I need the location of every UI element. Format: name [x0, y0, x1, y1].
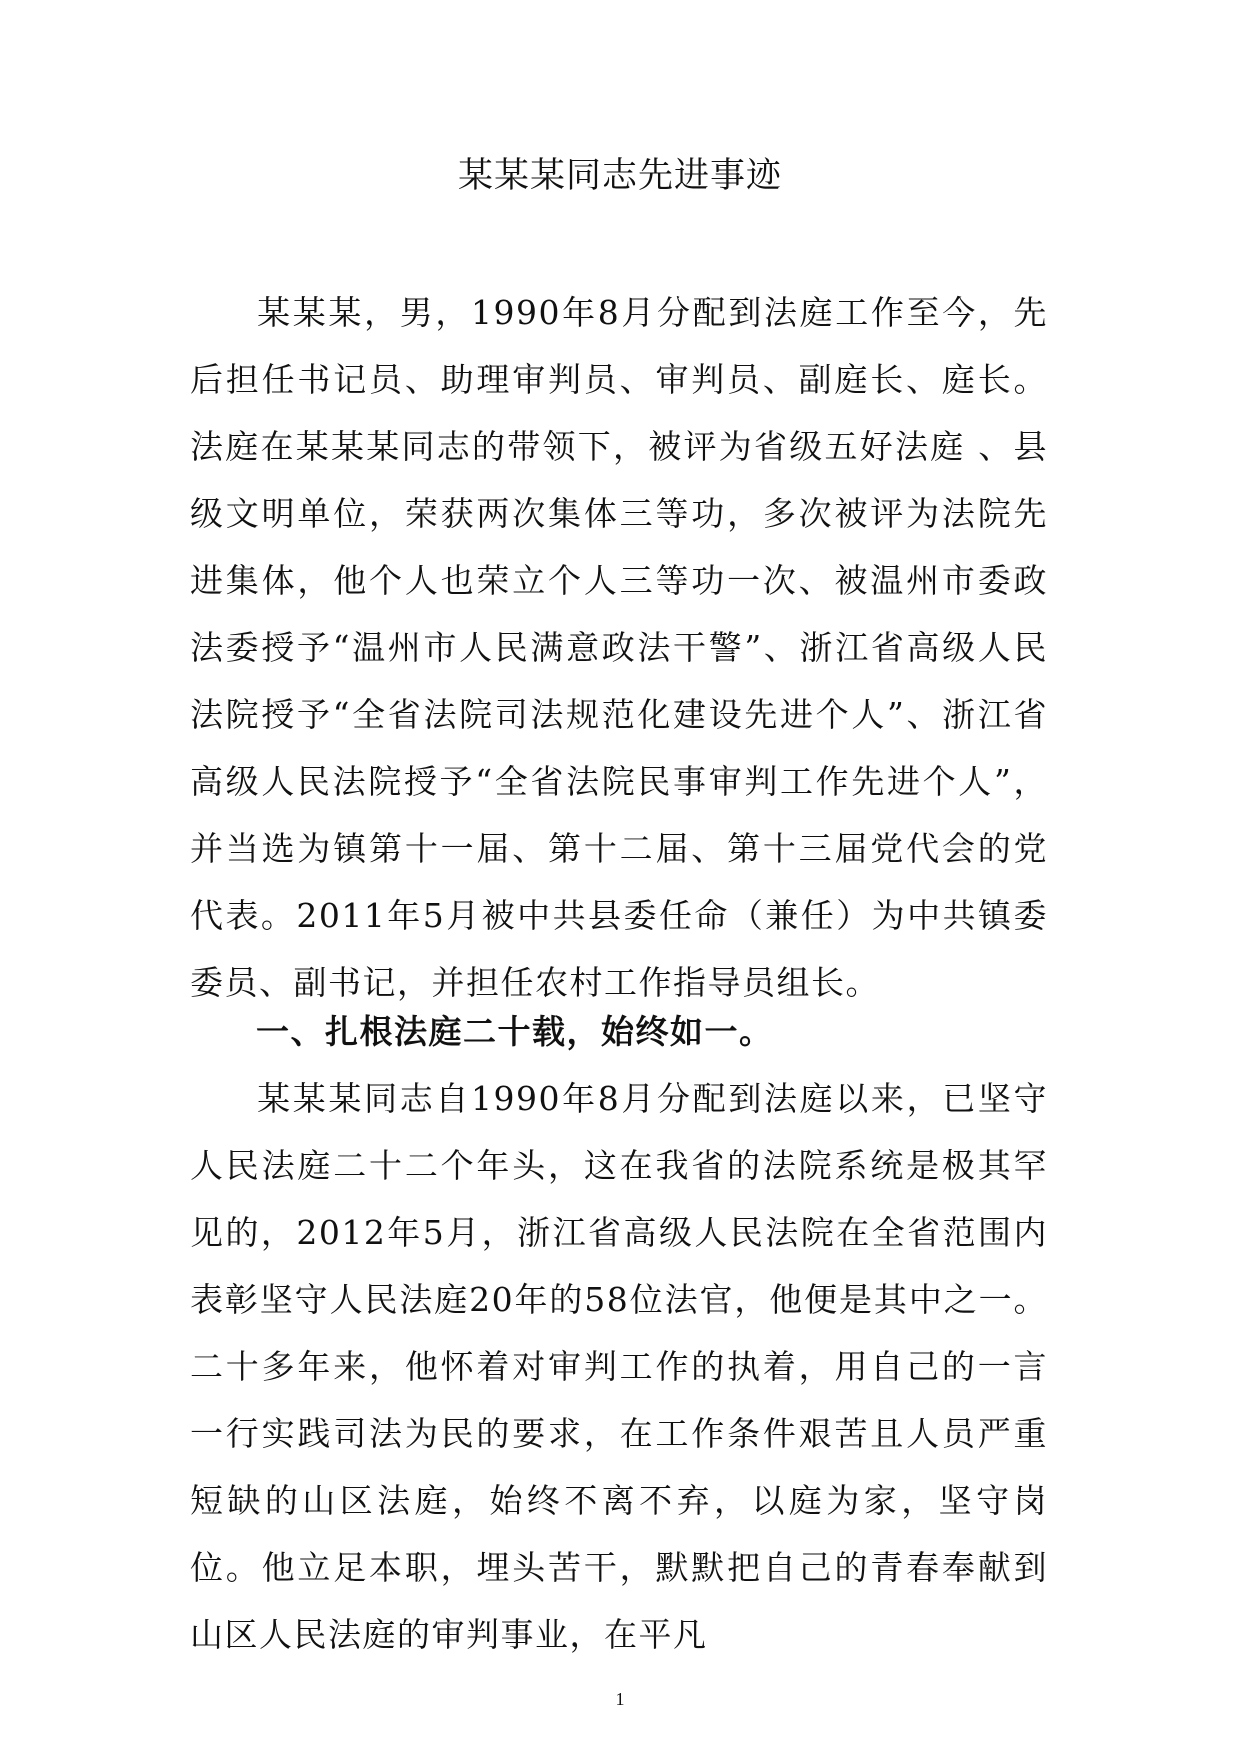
section-heading [190, 998, 1048, 1065]
intro-paragraph [190, 279, 1048, 1016]
page-number: 1 [615, 1689, 625, 1709]
section-paragraph [190, 1065, 1048, 1668]
section-paragraph-text: 某某某同志自1990年8月分配到法庭以来，已坚守人民法庭二十二个年头，这在我省的法院系统是极其罕见的，2012年5月，浙江省高级人民法院在全省范围内表彰坚守人民法庭20年的58位法官，他便是其中之一。二十多年来，他怀着对审判工作的执着，用自己的一言一行实践司法为民的要求，在工作条件艰苦且人员严重短缺的山区法庭，始终不离不弃，以庭为家，坚守岗位。他立足本职，埋头苦干，默默把自己的青春奉献到山区人民法庭的审判事业，在平凡 [190, 1079, 1048, 1654]
document-title: 某某某同志先进事迹 [457, 156, 782, 196]
intro-paragraph-text: 某某某，男，1990年8月分配到法庭工作至今，先后担任书记员、助理审判员、审判员、副庭长、庭长。法庭在某某某同志的带领下，被评为省级五好法庭 、县级文明单位，荣获两次集体三等功，多次被评为法院先进集体，他个人也荣立个人三等功一次、被温州市委政法委授予“温州市人民满意政法干警”、浙江省高级人民法院授予“全省法院司法规范化建设先进个人”、浙江省高级人民法院授予“全省法院民事审判工作先进个人”，并当选为镇第十一届、第十二届、第十三届党代会的党代表。2011年5月被中共县委任命（兼任）为中共镇委委员、副书记，并担任农村工作指导员组长。 [190, 293, 1048, 1002]
section-heading-text: 一、扎根法庭二十载，始终如一。 [256, 1012, 774, 1051]
